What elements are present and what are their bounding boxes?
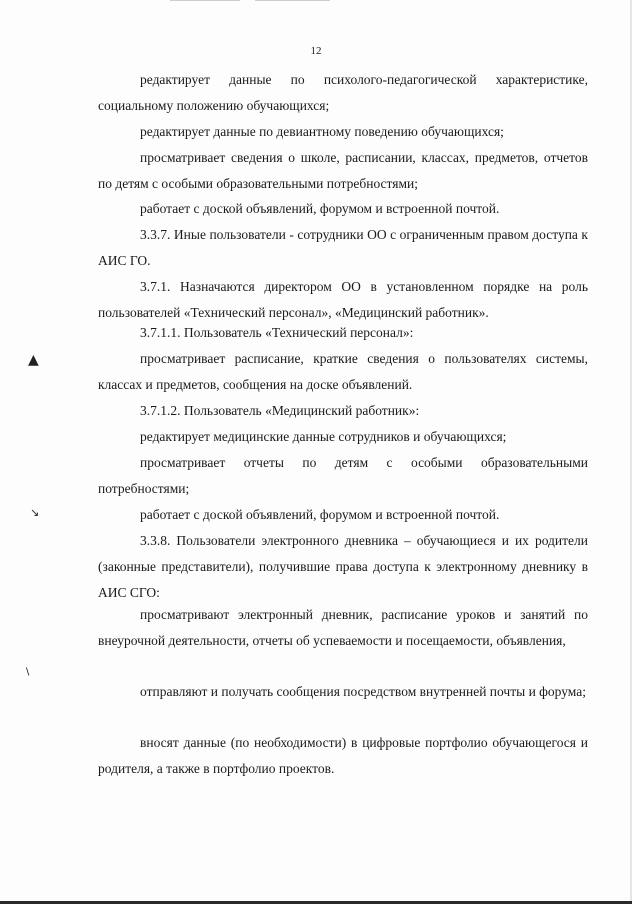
scan-artifact-line xyxy=(170,0,240,1)
paragraph: просматривает отчеты по детям с особыми образовательными потребностями; xyxy=(98,455,588,496)
binder-hole-mark: ↘ xyxy=(30,506,40,519)
paragraph: редактирует данные по психолого-педагогической характеристике, социальному положению обучающихся; xyxy=(98,72,588,113)
page-number: 12 xyxy=(310,45,322,57)
paragraph: просматривают электронный дневник, расписание уроков и занятий по внеурочной деятельности, отчеты об успеваемости и посещаемости, объявления, xyxy=(98,607,588,648)
binder-hole-mark: ∖ xyxy=(24,667,31,678)
paragraph: 3.3.8. Пользователи электронного дневника – обучающиеся и их родители (законные представители), получившие права доступа к электронному дневнику в АИС СГО: xyxy=(98,533,588,600)
paragraph: 3.7.1.2. Пользователь «Медицинский работник»: xyxy=(140,403,420,418)
paragraph: 3.7.1.1. Пользователь «Технический персонал»: xyxy=(140,325,414,340)
paragraph: работает с доской объявлений, форумом и встроенной почтой. xyxy=(140,201,500,216)
paragraph: 3.7.1. Назначаются директором ОО в установленном порядке на роль пользователей «Технический персонал», «Медицинский работник». xyxy=(98,279,588,320)
paragraph: 3.3.7. Иные пользователи - сотрудники ОО с ограниченным правом доступа к АИС ГО. xyxy=(98,227,588,268)
paragraph: редактирует данные по девиантному поведению обучающихся; xyxy=(140,124,504,139)
paragraph: работает с доской объявлений, форумом и встроенной почтой. xyxy=(140,507,500,522)
binder-hole-mark: ▲ xyxy=(28,352,39,368)
scan-artifact-line xyxy=(255,0,330,1)
paragraph: просматривает сведения о школе, расписании, классах, предметов, отчетов по детям с особыми образовательными потребностями; xyxy=(98,150,588,191)
paragraph: отправляют и получать сообщения посредством внутренней почты и форума; xyxy=(140,684,587,699)
paragraph: вносят данные (по необходимости) в цифровые портфолио обучающегося и родителя, а также в портфолио проектов. xyxy=(98,735,588,776)
paragraph: редактирует медицинские данные сотрудников и обучающихся; xyxy=(140,429,507,444)
paragraph: просматривает расписание, краткие сведения о пользователях системы, классах и предметов, сообщения на доске объявлений. xyxy=(98,351,588,392)
